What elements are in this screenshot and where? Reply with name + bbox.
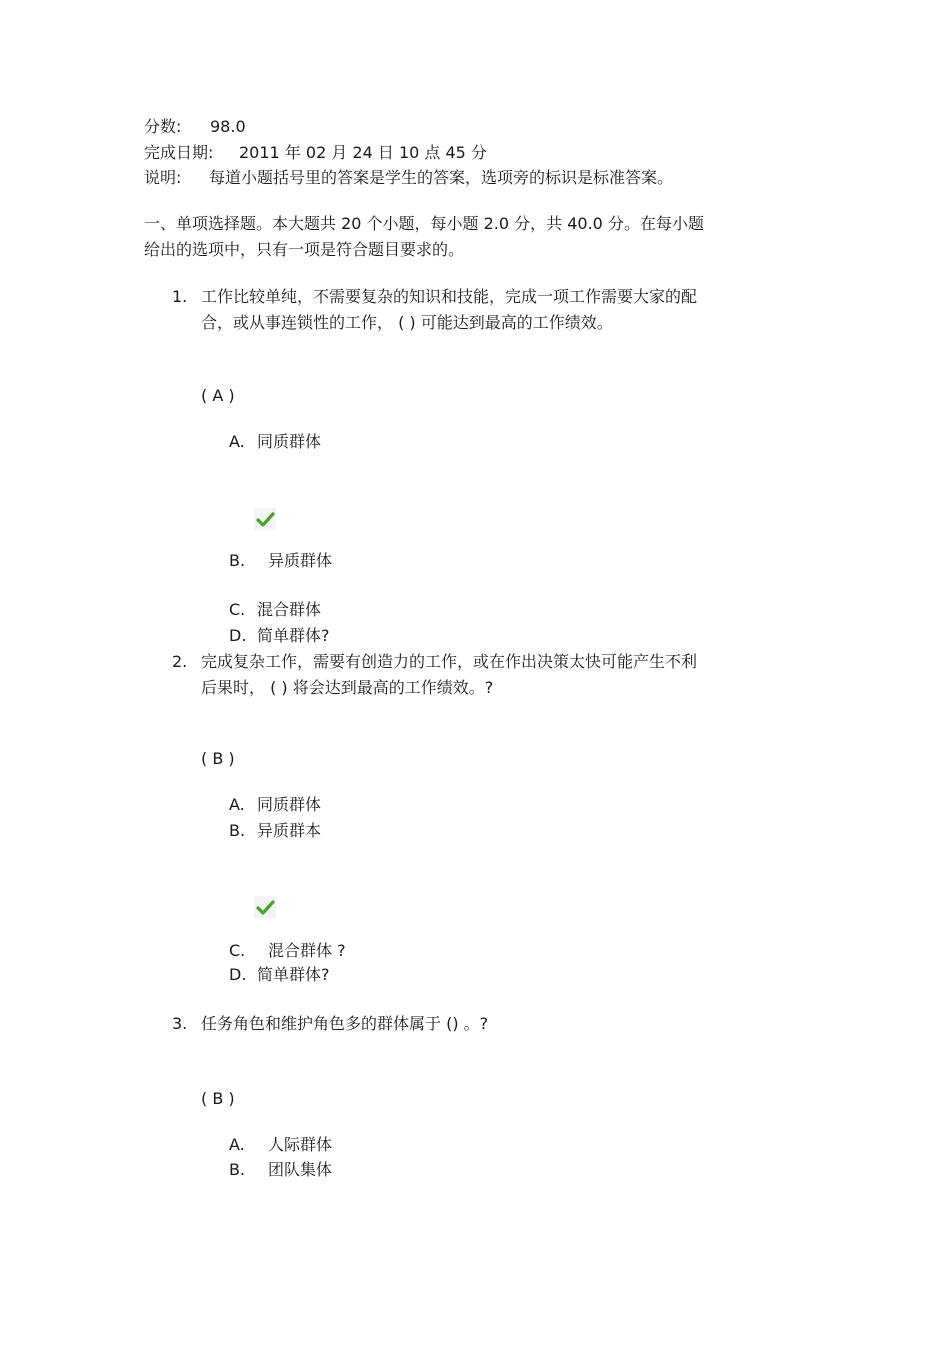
- question-text: 合，或从事连锁性的工作， ( ) 可能达到最高的工作绩效。: [201, 313, 613, 332]
- option-label: A.: [229, 1135, 245, 1154]
- option-text: 混合群体 ?: [268, 941, 346, 960]
- question-text: 工作比较单纯，不需要复杂的知识和技能，完成一项工作需要大家的配: [201, 287, 698, 306]
- question-number: 3.: [172, 1014, 188, 1033]
- question-text: 后果时， ( ) 将会达到最高的工作绩效。?: [201, 678, 494, 697]
- score-label: 分数:: [144, 117, 182, 136]
- option-label: D.: [229, 965, 247, 984]
- option-text: 简单群体?: [257, 965, 330, 984]
- question-number: 2.: [172, 652, 188, 671]
- option-text: 异质群本: [257, 821, 322, 840]
- check-icon: [254, 508, 276, 530]
- section-heading-line1: 一、单项选择题。本大题共 20 个小题，每小题 2.0 分，共 40.0 分。在每小题: [144, 214, 704, 233]
- note-value: 每道小题括号里的答案是学生的答案，选项旁的标识是标准答案。: [209, 168, 674, 187]
- option-label: C.: [229, 600, 246, 619]
- student-answer: ( B ): [201, 1089, 235, 1108]
- note-label: 说明:: [144, 168, 182, 187]
- date-value: 2011 年 02 月 24 日 10 点 45 分: [239, 143, 487, 162]
- date-label: 完成日期:: [144, 143, 214, 162]
- question-text: 任务角色和维护角色多的群体属于 () 。?: [201, 1014, 489, 1033]
- option-label: B.: [229, 1160, 246, 1179]
- option-text: 同质群体: [257, 432, 322, 451]
- option-text: 团队集体: [268, 1160, 333, 1179]
- section-heading-line2: 给出的选项中，只有一项是符合题目要求的。: [144, 240, 465, 259]
- option-label: A.: [229, 432, 245, 451]
- option-label: B.: [229, 821, 246, 840]
- question-number: 1.: [172, 287, 188, 306]
- student-answer: ( A ): [201, 386, 235, 405]
- option-label: C.: [229, 941, 246, 960]
- option-label: D.: [229, 626, 247, 645]
- option-label: B.: [229, 551, 246, 570]
- score-value: 98.0: [210, 117, 246, 136]
- option-text: 简单群体?: [257, 626, 330, 645]
- option-text: 异质群体: [268, 551, 333, 570]
- check-icon: [254, 896, 276, 918]
- option-text: 人际群体: [268, 1135, 333, 1154]
- question-text: 完成复杂工作，需要有创造力的工作，或在作出决策太快可能产生不利: [201, 652, 698, 671]
- option-label: A.: [229, 795, 245, 814]
- option-text: 混合群体: [257, 600, 322, 619]
- option-text: 同质群体: [257, 795, 322, 814]
- student-answer: ( B ): [201, 749, 235, 768]
